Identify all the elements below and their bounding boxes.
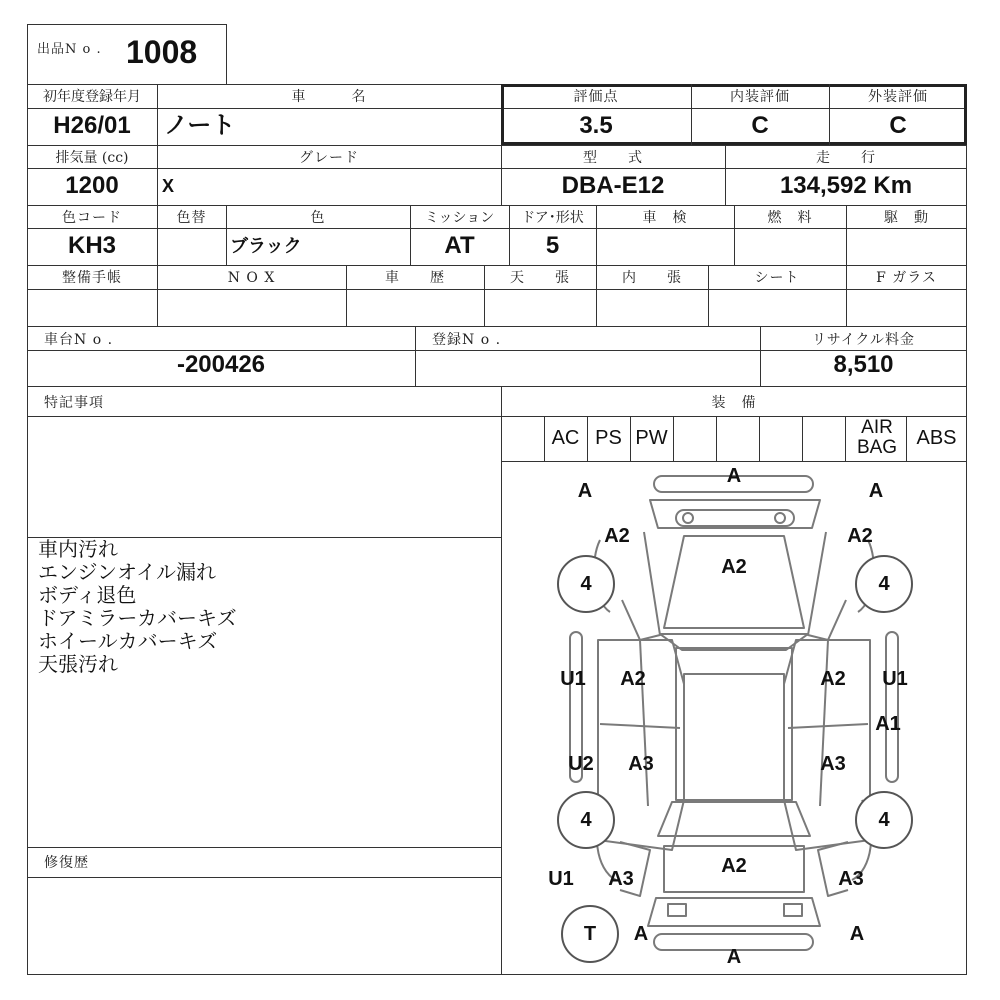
damage-right-front-tire: 4 xyxy=(878,573,890,595)
damage-hood: A2 xyxy=(721,556,747,578)
remark-line: ホイールカバーキズ xyxy=(38,629,218,653)
left-pillar xyxy=(640,640,648,806)
rear-light-left-shape xyxy=(668,904,686,916)
interior-panel-label: 内 張 xyxy=(622,270,682,286)
damage-left-rear-tire: 4 xyxy=(580,809,592,831)
drive-label: 駆 動 xyxy=(884,210,929,226)
damage-left-front-tire: 4 xyxy=(580,573,592,595)
exterior-grade-value: C xyxy=(889,112,907,139)
damage-left-sill-rear: U2 xyxy=(568,753,594,775)
equipment-label: 装 備 xyxy=(711,395,757,411)
repaint-label: 色替 xyxy=(176,210,207,226)
damage-right-rear-tire: 4 xyxy=(878,809,890,831)
damage-left-rear-quarter-u: U1 xyxy=(548,868,574,890)
displacement-label: 排気量 (cc) xyxy=(55,150,129,166)
damage-front-bumper: A xyxy=(726,465,742,487)
repair-history-label: 修復歴 xyxy=(44,855,89,871)
right-front-fender-shape xyxy=(808,532,846,640)
door-shape-label: ドア･形状 xyxy=(521,210,584,226)
remark-line: ボディ退色 xyxy=(38,583,137,607)
nox-label: N O X xyxy=(227,270,276,286)
damage-left-rear-door: A3 xyxy=(628,753,654,775)
model-code-value: DBA-E12 xyxy=(561,172,665,199)
registration-date-value: H26/01 xyxy=(53,112,131,139)
remark-line: 車内汚れ xyxy=(38,537,118,561)
damage-left-sill-front: U1 xyxy=(560,668,586,690)
damage-right-rear-door: A3 xyxy=(820,753,846,775)
damage-rear-bumper: A xyxy=(726,946,742,968)
interior-grade-label: 内装評価 xyxy=(730,89,790,105)
equipment-ps: PS xyxy=(595,427,622,449)
chassis-number-value: -200426 xyxy=(176,351,266,378)
damage-spare-tire: T xyxy=(583,923,597,945)
vehicle-history-label: 車 歴 xyxy=(385,270,445,286)
equipment-pw: PW xyxy=(635,427,668,449)
color-value: ブラック xyxy=(230,236,302,256)
rear-window-shape xyxy=(658,802,810,836)
front-glass-label: F ガラス xyxy=(876,270,937,286)
emblem-right-shape xyxy=(775,513,785,523)
damage-trunk: A2 xyxy=(721,855,747,877)
ceiling-label: 天 張 xyxy=(510,270,570,286)
car-name-label: 車 名 xyxy=(291,89,367,105)
color-code-value: KH3 xyxy=(67,232,116,259)
grade-label: グレード xyxy=(299,150,359,166)
grade-value: X xyxy=(162,176,175,196)
exterior-grade-label: 外装評価 xyxy=(868,89,928,105)
score-value: 3.5 xyxy=(579,112,613,139)
mileage-value: 134,592 Km xyxy=(779,172,913,199)
mileage-label: 走 行 xyxy=(816,150,876,166)
left-front-fender-shape xyxy=(622,532,660,640)
rear-garnish-shape xyxy=(648,898,820,926)
car-name-value: ノート xyxy=(164,112,236,139)
damage-rear-left-corner: A xyxy=(633,923,649,945)
door-shape-value: 5 xyxy=(545,232,560,259)
equipment-ac: AC xyxy=(551,427,580,449)
remark-line: ドアミラーカバーキズ xyxy=(38,606,237,630)
damage-front-right-corner: A xyxy=(868,480,884,502)
cabin-shape xyxy=(676,648,792,800)
transmission-value: AT xyxy=(444,232,475,259)
right-sill-front-shape xyxy=(886,632,898,782)
damage-right-front-fender: A2 xyxy=(847,525,873,547)
recycle-fee-label: リサイクル料金 xyxy=(811,332,916,348)
equipment-abs: ABS xyxy=(916,427,957,449)
left-door-split xyxy=(600,724,680,728)
damage-right-front-door: A2 xyxy=(820,668,846,690)
model-code-label: 型 式 xyxy=(583,150,643,166)
right-door-split xyxy=(788,724,868,728)
rear-light-right-shape xyxy=(784,904,802,916)
fuel-label: 燃 料 xyxy=(767,210,813,226)
right-pillar xyxy=(820,640,828,806)
damage-left-front-door: A2 xyxy=(620,668,646,690)
damage-right-rear-quarter: A3 xyxy=(838,868,864,890)
damage-front-left-corner: A xyxy=(577,480,593,502)
registration-date-label: 初年度登録年月 xyxy=(43,89,141,105)
damage-left-front-fender: A2 xyxy=(604,525,630,547)
damage-left-rear-quarter: A3 xyxy=(608,868,634,890)
damage-right-sill-mid: A1 xyxy=(875,713,901,735)
roof-shape xyxy=(684,674,784,800)
damage-right-sill-front: U1 xyxy=(882,668,908,690)
remarks-label: 特記事項 xyxy=(44,395,104,411)
color-label: 色 xyxy=(310,210,326,226)
front-grille-shape xyxy=(650,500,820,528)
lot-number-value: 1008 xyxy=(126,34,198,70)
seat-label: シート xyxy=(754,270,800,286)
transmission-label: ミッション xyxy=(424,210,495,226)
recycle-fee-value: 8,510 xyxy=(833,351,894,378)
equipment-airbag: AIR BAG xyxy=(856,417,898,458)
interior-grade-value: C xyxy=(751,112,769,139)
remark-line: エンジンオイル漏れ xyxy=(38,560,216,584)
lot-number-label: 出品N o . xyxy=(37,42,102,57)
registration-number-label: 登録N o . xyxy=(432,332,502,348)
displacement-value: 1200 xyxy=(65,172,119,199)
chassis-number-label: 車台N o . xyxy=(44,332,114,348)
damage-rear-right-corner: A xyxy=(849,923,865,945)
maintenance-record-label: 整備手帳 xyxy=(62,270,122,286)
emblem-left-shape xyxy=(683,513,693,523)
score-label: 評価点 xyxy=(573,89,619,105)
remark-line: 天張汚れ xyxy=(38,652,118,676)
hood-shape xyxy=(664,536,804,628)
inspection-label: 車 検 xyxy=(642,210,688,226)
color-code-label: 色コード xyxy=(62,210,122,226)
